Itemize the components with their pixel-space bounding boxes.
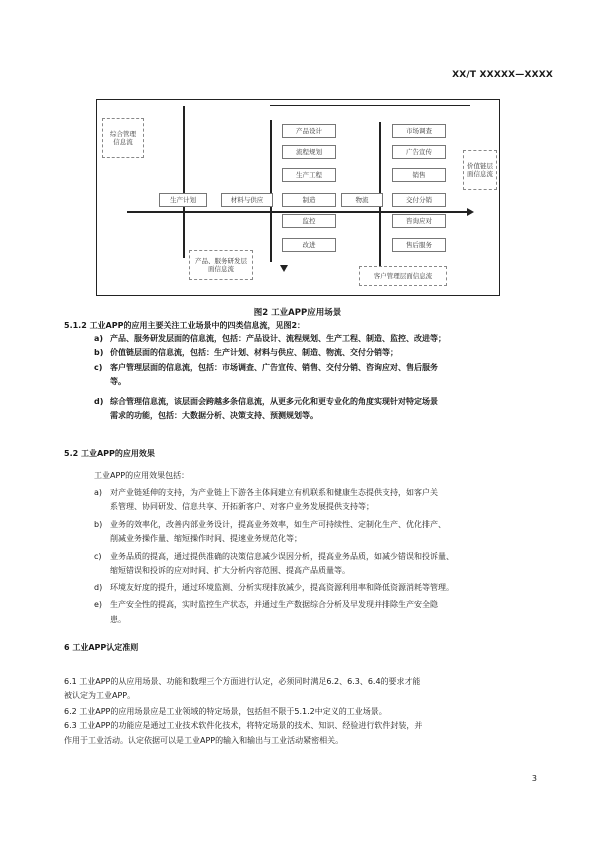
box-manufacturing: 制造 [282, 193, 336, 207]
box-value-chain-flow: 价值链层面信息流 [463, 150, 497, 190]
list-item-52-b-cont: 削减业务操作量、缩短操作时间、提速业务规范化等； [110, 534, 302, 543]
list-item-512-a: a) 产品、服务研发层面的信息流，包括：产品设计、流程规划、生产工程、制造、监控、改进等； [94, 334, 446, 343]
list-item-52-a: a) 对产业链延伸的支持，为产业链上下游各主体间建立有机联系和健康生态提供支持，如客户关 [94, 488, 438, 497]
list-item-512-b: b) 价值链层面的信息流，包括：生产计划、材料与供应、制造、物流、交付分销等； [94, 348, 398, 357]
box-advertising: 广告宣传 [392, 145, 446, 159]
list-item-512-c-cont: 等。 [110, 377, 126, 386]
section-512-heading: 5.1.2 工业APP的应用主要关注工业场景中的四类信息流，见图2： [64, 321, 306, 330]
para-61: 6.1 工业APP的从应用场景、功能和数理三个方面进行认定，必须同时满足6.2、6.3、6.4的要求才能 [64, 677, 421, 686]
box-general-management-flow: 综合管理信息流 [102, 118, 144, 158]
diagram-left-vline [183, 106, 185, 258]
box-improvement: 改进 [282, 238, 336, 252]
list-item-52-d: d) 环境友好度的提升，通过环境监测、分析实现排放减少，提高资源利用率和降低资源消耗等管理。 [94, 583, 454, 592]
figure-diagram [96, 99, 500, 296]
list-item-52-e-cont: 患。 [110, 615, 126, 624]
box-process-planning: 流程规划 [282, 145, 336, 159]
box-materials-supply: 材料与供应 [221, 193, 273, 207]
list-item-512-c: c) 客户管理层面的信息流，包括：市场调查、广告宣传、销售、交付分销、咨询应对、售后服务 [94, 363, 438, 372]
list-item-52-c: c) 业务品质的提高，通过提供准确的决策信息减少误因分析，提高业务品质，如减少错误和投诉量、 [94, 552, 454, 561]
arrow-down-left [280, 265, 288, 272]
diagram-top-hline [270, 105, 470, 106]
list-item-52-b: b) 业务的效率化，改善内部业务设计，提高业务效率，如生产可持续性、定制化生产、优化排产、 [94, 520, 446, 529]
box-product-design: 产品设计 [282, 124, 336, 138]
section-6-heading: 6 工业APP认定准则 [64, 643, 139, 652]
para-63-cont: 作用于工业活动。认定依据可以是工业APP的输入和输出与工业活动紧密相关。 [64, 736, 344, 745]
box-production-engineering: 生产工程 [282, 168, 336, 182]
box-rd-flow: 产品、服务研发层面信息流 [189, 250, 253, 280]
list-item-52-e: e) 生产安全性的提高，实时监控生产状态，并通过生产数据综合分析及早发现并排除生产安全隐 [94, 600, 438, 609]
box-production-plan: 生产计划 [159, 193, 207, 207]
list-item-512-d-cont: 需求的功能，包括：大数据分析、决策支持、预测规划等。 [110, 411, 318, 420]
para-63: 6.3 工业APP的功能应是通过工业技术软件化技术，将特定场景的技术、知识、经验进行软件封装，并 [64, 721, 423, 730]
diagram-mid-vline [270, 120, 272, 262]
box-after-sales: 售后服务 [392, 238, 446, 252]
section-52-intro: 工业APP的应用效果包括： [94, 471, 190, 480]
page-number: 3 [531, 774, 537, 783]
box-consulting: 咨询应对 [392, 214, 446, 228]
box-logistics: 物流 [341, 193, 383, 207]
para-61-cont: 被认定为工业APP。 [64, 691, 136, 700]
box-customer-flow: 客户管理层面信息流 [359, 266, 447, 286]
para-62: 6.2 工业APP的应用场景应是工业领域的特定场景，包括但不限于5.1.2中定义的工业场景。 [64, 707, 387, 716]
arrow-right-flow [467, 208, 474, 216]
section-52-heading: 5.2 工业APP的应用效果 [64, 449, 155, 458]
figure-caption: 图2 工业APP应用场景 [253, 308, 342, 318]
list-item-52-c-cont: 缩短错误和投诉的应对时间、扩大分析内容范围、提高产品质量等。 [110, 566, 350, 575]
diagram-flow-hline [127, 211, 467, 213]
box-sales: 销售 [392, 168, 446, 182]
box-delivery: 交付分销 [392, 193, 446, 207]
list-item-512-d: d) 综合管理信息流，该层面会跨越多条信息流，从更多元化和更专业化的角度实现针对特定场景 [94, 397, 438, 406]
list-item-52-a-cont: 系管理、协同研发、信息共享、开拓新客户、对客户业务发展提供支持等； [110, 502, 374, 511]
box-market-research: 市场调查 [392, 124, 446, 138]
box-monitoring: 监控 [282, 214, 336, 228]
standard-number: XX/T XXXXX—XXXX [452, 70, 553, 80]
